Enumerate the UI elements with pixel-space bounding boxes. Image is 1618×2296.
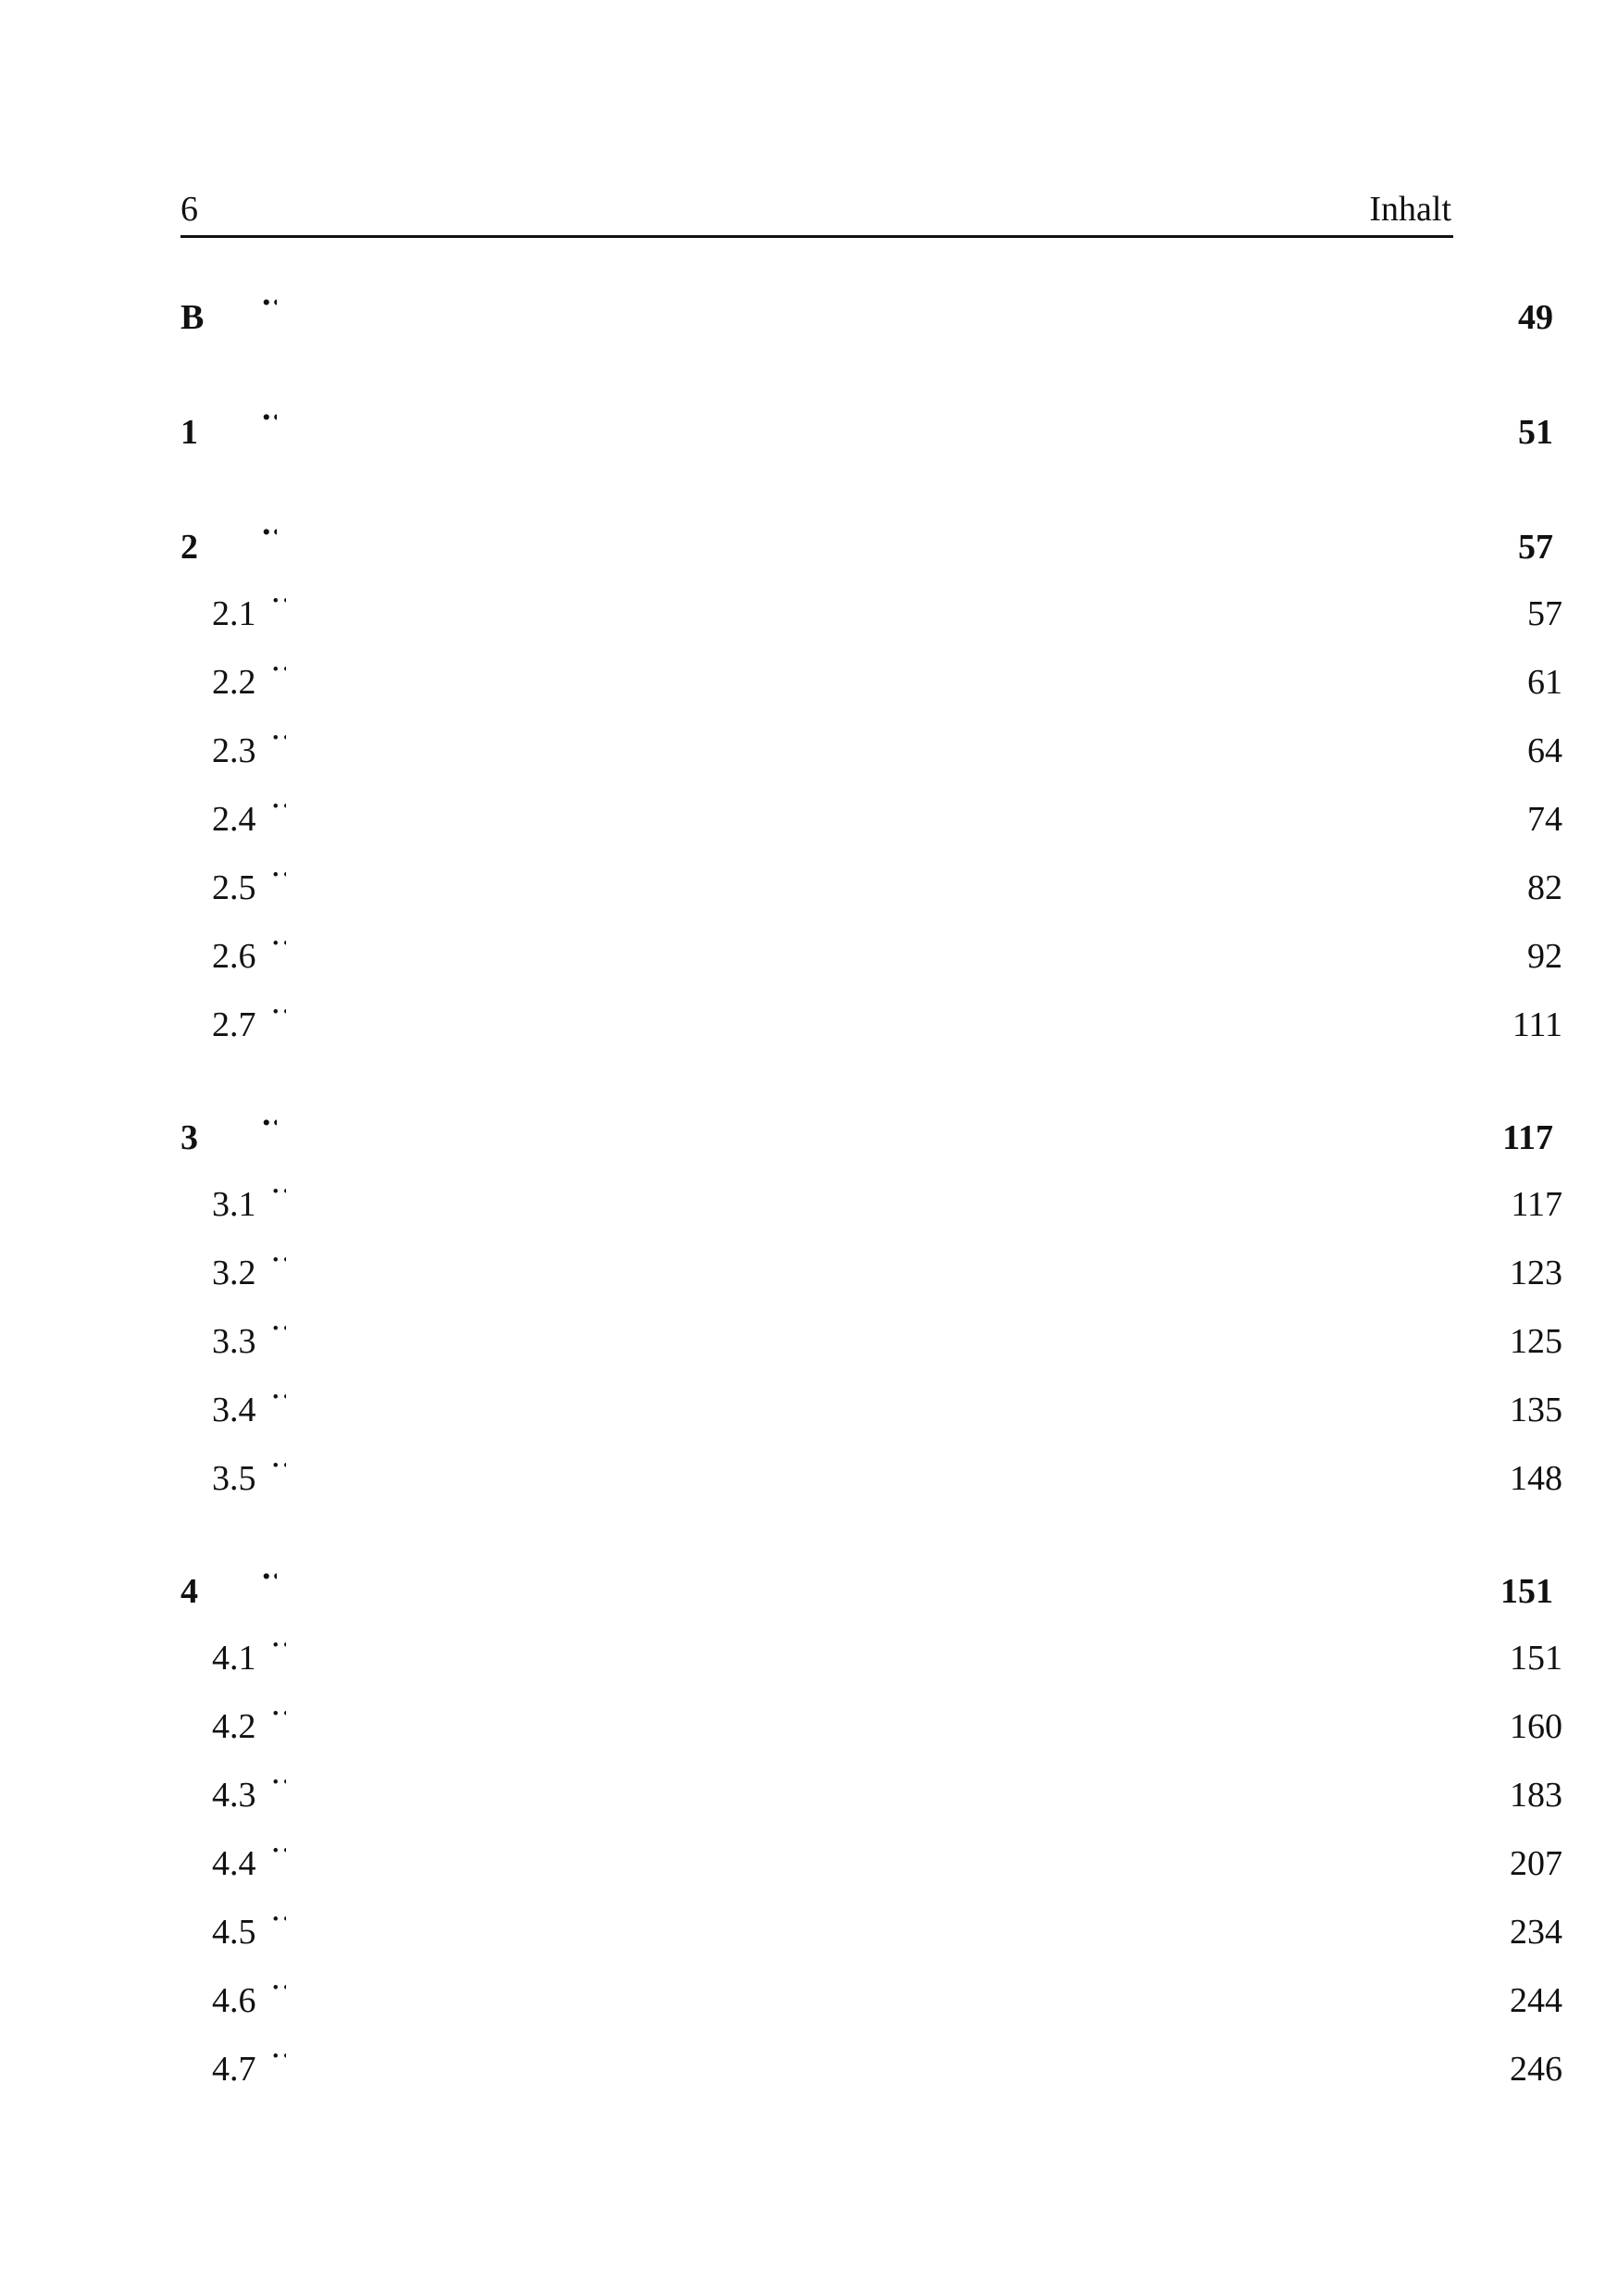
dot-leader [271, 1421, 286, 1490]
dot-leader [271, 830, 286, 899]
dot-leader [271, 1216, 286, 1284]
dot-leader [271, 1738, 286, 1806]
toc-entry-number: 3.4 [212, 1391, 256, 1429]
toc-entry-page: 82 [1527, 868, 1562, 907]
page-number: 6 [180, 190, 198, 229]
toc-entry-number: 3 [180, 1118, 198, 1157]
toc-entry-page: 135 [1510, 1391, 1562, 1429]
toc-entry-number: 2.5 [212, 868, 256, 907]
dot-leader [262, 490, 277, 558]
toc-entry-page: 57 [1518, 528, 1553, 567]
dot-leader [271, 967, 286, 1036]
toc-chapter-entry [180, 1534, 1553, 1611]
dot-leader [271, 899, 286, 967]
toc-entry-number: 2 [180, 528, 198, 567]
toc-entry-page: 111 [1512, 1005, 1562, 1044]
toc-chapter-entry [180, 1080, 1553, 1157]
toc-entry-page: 51 [1518, 413, 1553, 452]
dot-leader [271, 625, 286, 693]
toc-entry-number: 4.2 [212, 1707, 256, 1746]
toc-entry-page: 151 [1500, 1572, 1553, 1611]
toc-entry-page: 57 [1527, 594, 1562, 633]
toc-entry-number: 3.3 [212, 1322, 256, 1361]
toc-entry-number: 4 [180, 1572, 198, 1611]
toc-entry-number: B [180, 298, 205, 337]
dot-leader [271, 1601, 286, 1669]
dot-leader [271, 2012, 286, 2080]
toc-entry-number: 4.1 [212, 1639, 256, 1678]
toc-entry-number: 2.2 [212, 663, 256, 702]
toc-chapter-entry [180, 490, 1553, 567]
toc-entry-number: 3.1 [212, 1185, 256, 1224]
dot-leader [271, 556, 286, 625]
dot-leader [262, 1534, 277, 1603]
toc-entry-number: 2.4 [212, 800, 256, 839]
toc-entry-number: 4.3 [212, 1776, 256, 1815]
toc-entry-number: 1 [180, 413, 198, 452]
dot-leader [271, 1669, 286, 1738]
toc-entry-number: 2.6 [212, 937, 256, 976]
toc-entry-page: 244 [1510, 1981, 1562, 2020]
toc-entry-page: 92 [1527, 937, 1562, 976]
dot-leader [271, 1284, 286, 1353]
toc-entry-page: 148 [1510, 1459, 1562, 1498]
toc-entry-number: 3.5 [212, 1459, 256, 1498]
toc-entry-number: 2.7 [212, 1005, 256, 1044]
toc-entry-page: 234 [1510, 1913, 1562, 1952]
toc-entry-page: 160 [1510, 1707, 1562, 1746]
toc-entry-page: 207 [1510, 1844, 1562, 1883]
toc-chapter-entry [180, 375, 1553, 452]
dot-leader [271, 762, 286, 830]
toc-entry-page: 183 [1510, 1776, 1562, 1815]
toc-entry-number: 4.7 [212, 2050, 256, 2089]
toc-entry-page: 74 [1527, 800, 1562, 839]
toc-entry-number: 4.4 [212, 1844, 256, 1883]
dot-leader [271, 1806, 286, 1875]
toc-entry-page: 61 [1527, 663, 1562, 702]
toc-entry-number: 4.5 [212, 1913, 256, 1952]
dot-leader [262, 375, 277, 443]
toc-entry-page: 117 [1502, 1118, 1553, 1157]
toc-entry-number: 2.3 [212, 731, 256, 770]
document-page [180, 185, 1562, 2089]
toc-entry-number: 2.1 [212, 594, 256, 633]
toc-entry-number: 3.2 [212, 1254, 256, 1292]
toc-entry-page: 64 [1527, 731, 1562, 770]
toc-entry-page: 151 [1510, 1639, 1562, 1678]
dot-leader [262, 1080, 277, 1149]
dot-leader [271, 1353, 286, 1421]
dot-leader [271, 1875, 286, 1943]
running-head: Inhalt [1369, 190, 1451, 229]
dot-leader [262, 260, 277, 329]
dot-leader [271, 1147, 286, 1216]
dot-leader [271, 693, 286, 762]
page-header [180, 185, 1453, 238]
table-of-contents [180, 260, 1562, 2089]
toc-entry-page: 49 [1518, 298, 1553, 337]
toc-entry-page: 125 [1510, 1322, 1562, 1361]
toc-entry-page: 117 [1511, 1185, 1562, 1224]
dot-leader [271, 1943, 286, 2012]
toc-entry-page: 123 [1510, 1254, 1562, 1292]
toc-entry-number: 4.6 [212, 1981, 256, 2020]
toc-entry-page: 246 [1510, 2050, 1562, 2089]
toc-chapter-entry [180, 260, 1553, 337]
